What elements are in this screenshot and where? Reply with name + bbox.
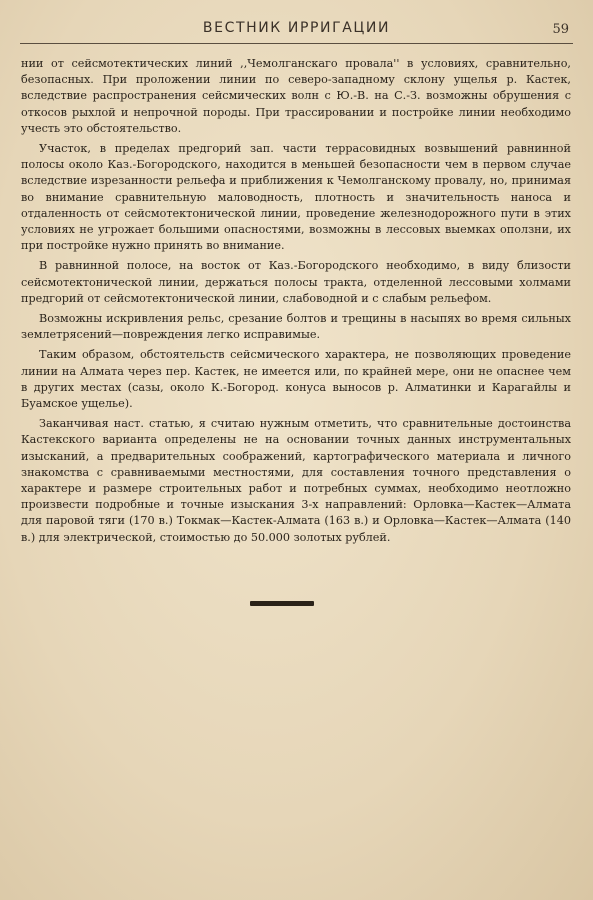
paragraph: Таким образом, обстоятельств сейсмического характера, не позволяющих проведение линии на Алмата через пер. Кастек, не имеется или, по крайней мере, они не опаснее чем в других местах (сазы, около К.-Богород. конуса выносов р. Алматинки и Карагайлы и Буамское ущелье). (21, 348, 571, 411)
paragraph: Заканчивая наст. статью, я считаю нужным отметить, что сравнительные достоинства Кастекского варианта определены не на основании точных данных инструментальных изысканий, а предварительных соображений, картографического материала и личного знакомства с сравниваемыми местностями, для составления точного представления о характере и размере строительных работ и потребных суммах, необходимо неотложно произвести подробные и точные изыскания 3-х направлений: Орловка—Кастек—Алмата для паровой тяги (170 в.) Токмак—Кастек-Алмата (163 в.) и Орловка—Кастек—Алмата (140 в.) для электрической, стоимостью до 50.000 золотых рублей. (21, 417, 571, 544)
paragraph: нии от сейсмотектических линий ,,Чемолганскаго провала'' в условиях, сравнительно, безопасных. При проложении линии по северо-западному склону ущелья р. Кастек, вследствие распространения сейсмических волн с Ю.-В. на С.-З. возможны обрушения с откосов рыхлой и непрочной породы. При трассировании и постройке линии необходимо учесть это обстоятельство. (21, 57, 571, 135)
header-rule (20, 43, 573, 44)
paragraph: Возможны искривления рельс, срезание болтов и трещины в насыпях во время сильных землетрясений—повреждения легко исправимые. (21, 312, 571, 342)
page-number: 59 (552, 22, 569, 37)
paragraph: Участок, в пределах предгорий зап. части террасовидных возвышений равнинной полосы около Каз.-Богородского, находится в меньшей безопасности чем в первом случае вследствие изрезанности рельефа и приближения к Чемолганскому провалу, но, принимая во внимание сравнительную маловодность, плотность и значительность наноса и отдаленность от сейсмотектонической линии, проведение железнодорожного пути в этих условиях не угрожает большими опасностями, возможны в лессовых выемках оползни, их при постройке нужно принять во внимание. (21, 142, 571, 253)
journal-title: ВЕСТНИК ИРРИГАЦИИ (202, 20, 391, 36)
article-body (21, 56, 571, 550)
page-header (20, 18, 573, 44)
paragraph: В равнинной полосе, на восток от Каз.-Богородского необходимо, в виду близости сейсмотектонической линии, держаться полосы тракта, отделенной лессовыми холмами предгорий от сейсмотектонической линии, слабоводной и с слабым рельефом. (21, 259, 571, 305)
end-of-article-rule (250, 601, 314, 606)
